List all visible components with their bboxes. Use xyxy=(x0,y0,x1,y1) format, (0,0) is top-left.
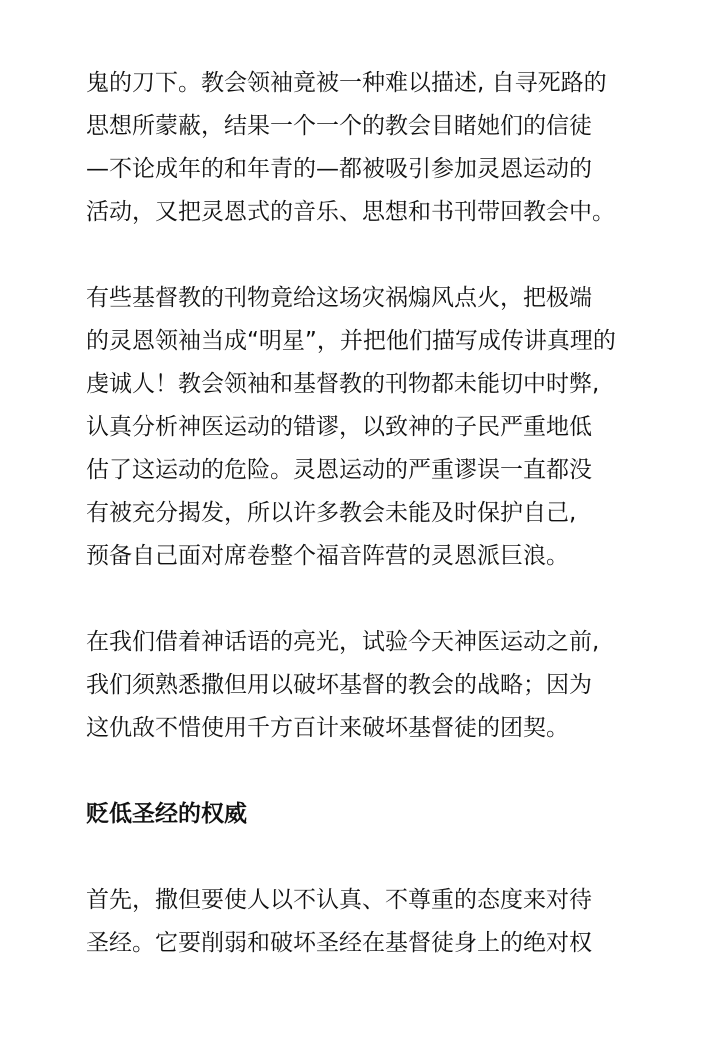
paragraph-line: 首先，撒但要使人以不认真、不尊重的态度来对待 xyxy=(86,887,592,913)
paragraph-line: 预备自己面对席卷整个福音阵营的灵恩派巨浪。 xyxy=(86,543,569,569)
paragraph-line: 思想所蒙蔽，结果一个一个的教会目睹她们的信徒 xyxy=(86,113,592,139)
paragraph-line: 有些基督教的刊物竟给这场灾祸煽风点火，把极端 xyxy=(86,285,592,311)
paragraph-4 xyxy=(86,879,646,965)
paragraph-spacer xyxy=(86,836,646,879)
paragraph-line: 估了这运动的危险。灵恩运动的严重谬误一直都没 xyxy=(86,457,592,483)
paragraph-spacer xyxy=(86,750,646,793)
paragraph-line: 的灵恩领袖当成“明星”，并把他们描写成传讲真理的 xyxy=(86,328,616,354)
paragraph-line: 鬼的刀下。教会领袖竟被一种难以描述, 自寻死路的 xyxy=(86,70,607,96)
paragraph-spacer xyxy=(86,578,646,621)
paragraph-line: —不论成年的和年青的—都被吸引参加灵恩运动的 xyxy=(86,156,592,182)
paragraph-3 xyxy=(86,621,646,750)
paragraph-line: 有被充分揭发，所以许多教会未能及时保护自己, xyxy=(86,500,577,526)
section-heading: 贬低圣经的权威 xyxy=(86,801,247,827)
paragraph-line: 这仇敌不惜使用千方百计来破坏基督徒的团契。 xyxy=(86,715,569,741)
paragraph-line: 活动，又把灵恩式的音乐、思想和书刊带回教会中。 xyxy=(86,199,615,225)
paragraph-line: 虔诚人！教会领袖和基督教的刊物都未能切中时弊, xyxy=(86,371,600,397)
paragraph-1 xyxy=(86,62,646,234)
article-body xyxy=(86,62,646,965)
paragraph-line: 在我们借着神话语的亮光，试验今天神医运动之前, xyxy=(86,629,600,655)
paragraph-2 xyxy=(86,277,646,578)
paragraph-spacer xyxy=(86,234,646,277)
paragraph-line: 认真分析神医运动的错谬，以致神的子民严重地低 xyxy=(86,414,592,440)
paragraph-line: 圣经。它要削弱和破坏圣经在基督徒身上的绝对权 xyxy=(86,930,592,956)
paragraph-line: 我们须熟悉撒但用以破坏基督的教会的战略；因为 xyxy=(86,672,592,698)
